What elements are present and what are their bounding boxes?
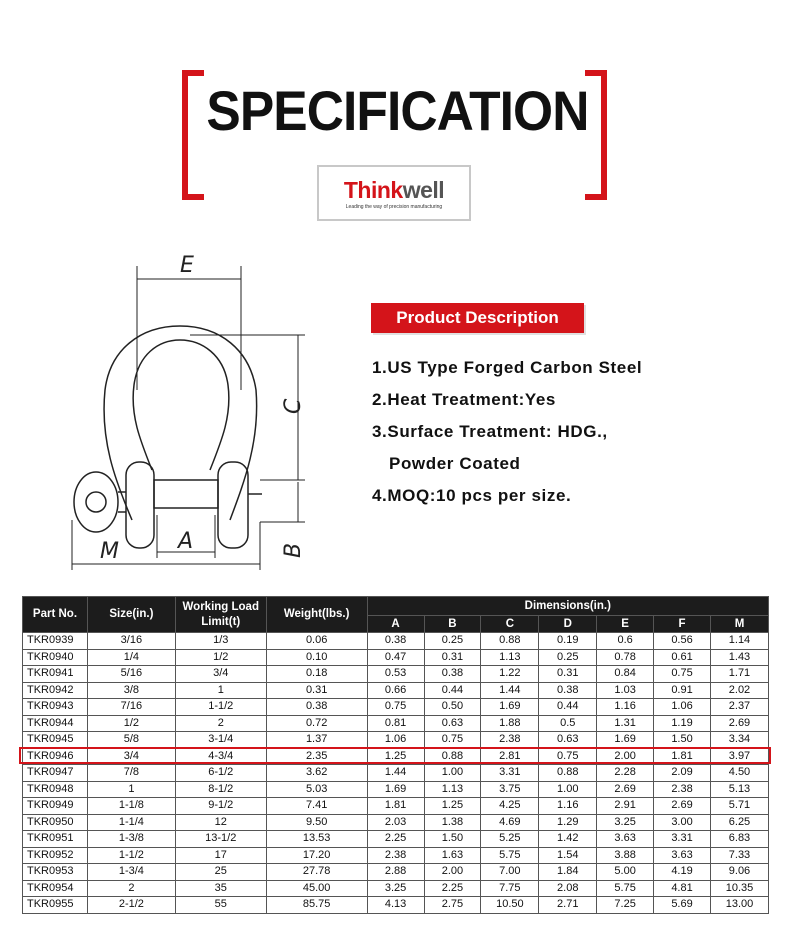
table-cell: 3.25 <box>367 880 424 897</box>
table-cell: 0.63 <box>424 715 481 732</box>
table-cell: 1.29 <box>539 814 597 831</box>
table-cell: 5.00 <box>597 864 654 881</box>
shackle-pin <box>154 480 218 508</box>
table-cell: 1/4 <box>87 649 175 666</box>
table-cell: 45.00 <box>266 880 367 897</box>
table-cell: TKR0942 <box>23 682 88 699</box>
table-cell: 7.33 <box>710 847 768 864</box>
table-cell: 2.69 <box>597 781 654 798</box>
logo-well: well <box>402 177 445 203</box>
product-description-badge: Product Description <box>371 303 584 333</box>
brand-logo <box>317 165 471 221</box>
right-bracket <box>585 70 607 200</box>
table-cell: 3.31 <box>481 765 539 782</box>
table-cell: 1.44 <box>367 765 424 782</box>
table-cell: 3.63 <box>654 847 711 864</box>
table-cell: 0.63 <box>539 732 597 749</box>
table-cell: 1 <box>87 781 175 798</box>
table-cell: 0.31 <box>539 666 597 683</box>
header-dim-a: A <box>367 616 424 633</box>
description-item: 1.US Type Forged Carbon Steel <box>372 358 643 377</box>
table-cell: 3.00 <box>654 814 711 831</box>
table-cell: 4.69 <box>481 814 539 831</box>
table-cell: 4.81 <box>654 880 711 897</box>
table-cell: 0.88 <box>539 765 597 782</box>
table-cell: 1-3/8 <box>87 831 175 848</box>
table-cell: 1 <box>175 682 266 699</box>
table-cell: 2.81 <box>481 748 539 765</box>
table-row <box>23 765 769 782</box>
header-dimensions: Dimensions(in.) <box>367 597 768 616</box>
table-row <box>23 748 769 765</box>
table-cell: 0.66 <box>367 682 424 699</box>
table-cell: 0.38 <box>424 666 481 683</box>
table-cell: 3.25 <box>597 814 654 831</box>
table-cell: 27.78 <box>266 864 367 881</box>
table-cell: 0.38 <box>266 699 367 716</box>
table-cell: 1.42 <box>539 831 597 848</box>
table-cell: 55 <box>175 897 266 914</box>
table-cell: 0.75 <box>367 699 424 716</box>
table-cell: 9-1/2 <box>175 798 266 815</box>
table-cell: 5.71 <box>710 798 768 815</box>
table-cell: 2.71 <box>539 897 597 914</box>
table-row <box>23 814 769 831</box>
table-row <box>23 831 769 848</box>
table-cell: 4.25 <box>481 798 539 815</box>
table-cell: 0.91 <box>654 682 711 699</box>
table-cell: 6-1/2 <box>175 765 266 782</box>
table-cell: 0.31 <box>424 649 481 666</box>
table-cell: 3.63 <box>597 831 654 848</box>
table-cell: 1.06 <box>654 699 711 716</box>
header-dim-e: E <box>597 616 654 633</box>
table-cell: 0.72 <box>266 715 367 732</box>
table-cell: 35 <box>175 880 266 897</box>
table-cell: 1.69 <box>367 781 424 798</box>
table-cell: 5.25 <box>481 831 539 848</box>
table-cell: TKR0952 <box>23 847 88 864</box>
table-cell: 6.25 <box>710 814 768 831</box>
table-cell: 2.88 <box>367 864 424 881</box>
table-cell: 0.50 <box>424 699 481 716</box>
table-cell: 0.84 <box>597 666 654 683</box>
table-cell: 12 <box>175 814 266 831</box>
description-item: Powder Coated <box>389 454 521 473</box>
table-cell: 1.69 <box>597 732 654 749</box>
table-cell: 2.00 <box>597 748 654 765</box>
table-cell: 0.75 <box>539 748 597 765</box>
table-cell: 3-1/4 <box>175 732 266 749</box>
shackle-right-ear <box>218 462 248 548</box>
table-cell: 1.31 <box>597 715 654 732</box>
table-row <box>23 699 769 716</box>
table-cell: TKR0953 <box>23 864 88 881</box>
table-cell: 5.03 <box>266 781 367 798</box>
description-item: 4.MOQ:10 pcs per size. <box>372 486 572 505</box>
table-cell: TKR0943 <box>23 699 88 716</box>
table-cell: TKR0939 <box>23 633 88 650</box>
table-row <box>23 864 769 881</box>
table-cell: 1/3 <box>175 633 266 650</box>
table-cell: TKR0941 <box>23 666 88 683</box>
table-cell: 0.88 <box>481 633 539 650</box>
table-row <box>23 880 769 897</box>
table-cell: 7/8 <box>87 765 175 782</box>
table-cell: 0.75 <box>424 732 481 749</box>
table-cell: 85.75 <box>266 897 367 914</box>
table-cell: 2.91 <box>597 798 654 815</box>
table-cell: TKR0946 <box>23 748 88 765</box>
table-cell: 3.75 <box>481 781 539 798</box>
header-dim-f: F <box>654 616 711 633</box>
table-cell: 1.25 <box>367 748 424 765</box>
table-cell: 3/4 <box>87 748 175 765</box>
table-cell: 2 <box>175 715 266 732</box>
shackle-diagram <box>60 240 320 580</box>
table-cell: 1.03 <box>597 682 654 699</box>
table-cell: 7.00 <box>481 864 539 881</box>
left-bracket <box>182 70 204 200</box>
table-cell: 2 <box>87 880 175 897</box>
header-weight: Weight(lbs.) <box>266 597 367 633</box>
table-row <box>23 633 769 650</box>
table-cell: 1.19 <box>654 715 711 732</box>
table-cell: 1-1/4 <box>87 814 175 831</box>
table-cell: 1.54 <box>539 847 597 864</box>
table-cell: 1.38 <box>424 814 481 831</box>
header-dim-b: B <box>424 616 481 633</box>
table-cell: 2.25 <box>367 831 424 848</box>
table-row <box>23 666 769 683</box>
table-cell: 0.6 <box>597 633 654 650</box>
table-cell: 3.34 <box>710 732 768 749</box>
table-cell: 0.31 <box>266 682 367 699</box>
label-B: B <box>281 542 306 558</box>
table-cell: 0.53 <box>367 666 424 683</box>
table-row <box>23 847 769 864</box>
table-cell: 13.00 <box>710 897 768 914</box>
table-cell: 9.06 <box>710 864 768 881</box>
table-cell: 4.50 <box>710 765 768 782</box>
table-row <box>23 798 769 815</box>
table-cell: 1.06 <box>367 732 424 749</box>
table-cell: 5/16 <box>87 666 175 683</box>
spec-table <box>22 596 769 914</box>
table-cell: 0.38 <box>367 633 424 650</box>
table-cell: 4.13 <box>367 897 424 914</box>
table-cell: 3.31 <box>654 831 711 848</box>
table-row <box>23 649 769 666</box>
table-cell: 1.44 <box>481 682 539 699</box>
table-cell: 1.16 <box>597 699 654 716</box>
shackle-bow-inner <box>133 340 229 470</box>
table-cell: 8-1/2 <box>175 781 266 798</box>
table-cell: 0.44 <box>539 699 597 716</box>
table-cell: 3/16 <box>87 633 175 650</box>
header-size: Size(in.) <box>87 597 175 633</box>
table-cell: 1/2 <box>87 715 175 732</box>
table-cell: 0.10 <box>266 649 367 666</box>
table-cell: 1.25 <box>424 798 481 815</box>
table-cell: 2.38 <box>481 732 539 749</box>
table-cell: 1-1/2 <box>87 847 175 864</box>
table-cell: 1.71 <box>710 666 768 683</box>
table-cell: 0.18 <box>266 666 367 683</box>
table-cell: TKR0951 <box>23 831 88 848</box>
table-cell: 7.41 <box>266 798 367 815</box>
table-cell: 1.69 <box>481 699 539 716</box>
table-cell: 10.50 <box>481 897 539 914</box>
page-title: SPECIFICATION <box>206 79 589 142</box>
table-row <box>23 715 769 732</box>
label-E: E <box>180 253 194 278</box>
table-cell: 2.69 <box>710 715 768 732</box>
table-cell: 2.35 <box>266 748 367 765</box>
table-cell: 4.19 <box>654 864 711 881</box>
table-cell: 2-1/2 <box>87 897 175 914</box>
table-cell: 1.50 <box>424 831 481 848</box>
shackle-pin-head <box>74 472 118 532</box>
table-cell: 2.69 <box>654 798 711 815</box>
shackle-left-ear <box>126 462 154 548</box>
table-cell: TKR0940 <box>23 649 88 666</box>
shackle-bow-outer <box>104 326 257 520</box>
table-cell: 2.02 <box>710 682 768 699</box>
header-dim-c: C <box>481 616 539 633</box>
table-cell: TKR0945 <box>23 732 88 749</box>
table-cell: 0.88 <box>424 748 481 765</box>
table-cell: 9.50 <box>266 814 367 831</box>
table-cell: 2.38 <box>654 781 711 798</box>
table-cell: 0.61 <box>654 649 711 666</box>
label-C: C <box>281 398 306 414</box>
table-cell: 10.35 <box>710 880 768 897</box>
table-row <box>23 682 769 699</box>
table-cell: 2.25 <box>424 880 481 897</box>
table-cell: TKR0954 <box>23 880 88 897</box>
table-cell: 0.56 <box>654 633 711 650</box>
table-row <box>23 781 769 798</box>
table-cell: 1.81 <box>367 798 424 815</box>
header-part-no: Part No. <box>23 597 88 633</box>
table-cell: 2.00 <box>424 864 481 881</box>
table-cell: 1.13 <box>481 649 539 666</box>
table-cell: 1-1/2 <box>175 699 266 716</box>
table-cell: 2.37 <box>710 699 768 716</box>
table-row <box>23 897 769 914</box>
table-cell: 1.16 <box>539 798 597 815</box>
table-cell: 5.13 <box>710 781 768 798</box>
table-cell: 7/16 <box>87 699 175 716</box>
table-cell: 5.75 <box>597 880 654 897</box>
table-cell: 1.22 <box>481 666 539 683</box>
table-cell: 5.75 <box>481 847 539 864</box>
table-cell: 1.13 <box>424 781 481 798</box>
table-cell: 17.20 <box>266 847 367 864</box>
table-cell: 2.08 <box>539 880 597 897</box>
table-cell: 3.97 <box>710 748 768 765</box>
table-cell: 1-1/8 <box>87 798 175 815</box>
table-cell: 2.38 <box>367 847 424 864</box>
logo-tagline: Leading the way of precision manufacturing <box>345 204 443 210</box>
table-cell: 25 <box>175 864 266 881</box>
table-cell: 1/2 <box>175 649 266 666</box>
table-cell: 1.14 <box>710 633 768 650</box>
label-M: M <box>100 539 119 564</box>
table-cell: 0.25 <box>424 633 481 650</box>
table-cell: 0.81 <box>367 715 424 732</box>
table-cell: 1.00 <box>539 781 597 798</box>
table-cell: TKR0955 <box>23 897 88 914</box>
table-cell: 13.53 <box>266 831 367 848</box>
table-cell: 17 <box>175 847 266 864</box>
header-dim-d: D <box>539 616 597 633</box>
logo-wordmark <box>319 177 469 204</box>
table-cell: 1.43 <box>710 649 768 666</box>
table-cell: 0.25 <box>539 649 597 666</box>
table-cell: 0.78 <box>597 649 654 666</box>
table-cell: 13-1/2 <box>175 831 266 848</box>
table-cell: TKR0949 <box>23 798 88 815</box>
table-cell: 6.83 <box>710 831 768 848</box>
table-cell: 4-3/4 <box>175 748 266 765</box>
table-cell: 2.75 <box>424 897 481 914</box>
table-cell: 5/8 <box>87 732 175 749</box>
header-wll: Working Load Limit(t) <box>175 597 266 633</box>
description-item: 3.Surface Treatment: HDG., <box>372 422 608 441</box>
table-cell: TKR0944 <box>23 715 88 732</box>
table-cell: 1.00 <box>424 765 481 782</box>
table-cell: 0.47 <box>367 649 424 666</box>
table-cell: 1.84 <box>539 864 597 881</box>
table-cell: TKR0950 <box>23 814 88 831</box>
table-cell: 1.81 <box>654 748 711 765</box>
table-cell: 0.06 <box>266 633 367 650</box>
table-cell: 5.69 <box>654 897 711 914</box>
logo-think: Think <box>343 177 403 203</box>
table-cell: 3.62 <box>266 765 367 782</box>
table-cell: 1-3/4 <box>87 864 175 881</box>
table-row <box>23 732 769 749</box>
table-cell: 0.38 <box>539 682 597 699</box>
table-cell: 1.63 <box>424 847 481 864</box>
table-cell: 0.75 <box>654 666 711 683</box>
table-cell: 3/4 <box>175 666 266 683</box>
table-cell: 3/8 <box>87 682 175 699</box>
table-cell: 0.19 <box>539 633 597 650</box>
table-cell: 3.88 <box>597 847 654 864</box>
table-cell: 7.75 <box>481 880 539 897</box>
table-cell: 1.88 <box>481 715 539 732</box>
table-cell: 2.03 <box>367 814 424 831</box>
label-A: A <box>178 529 194 554</box>
table-cell: 2.09 <box>654 765 711 782</box>
description-item: 2.Heat Treatment:Yes <box>372 390 556 409</box>
header-dim-m: M <box>710 616 768 633</box>
table-cell: 7.25 <box>597 897 654 914</box>
product-description-list <box>372 356 642 516</box>
table-cell: 1.50 <box>654 732 711 749</box>
table-cell: 1.37 <box>266 732 367 749</box>
table-cell: 0.44 <box>424 682 481 699</box>
table-cell: 0.5 <box>539 715 597 732</box>
table-cell: TKR0947 <box>23 765 88 782</box>
table-cell: 2.28 <box>597 765 654 782</box>
table-cell: TKR0948 <box>23 781 88 798</box>
